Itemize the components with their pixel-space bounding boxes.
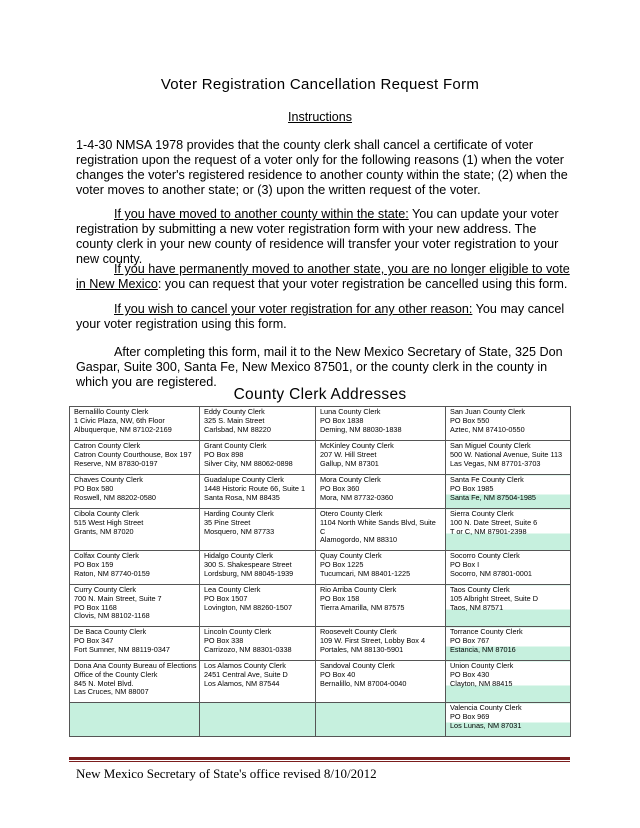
moved-state-body: : you can request that your voter registration be cancelled using this form. xyxy=(157,277,568,291)
moved-county-body: You can update your voter registration by submitting a new voter registration form with your new address. The county clerk in your new county of residence will transfer your voter registration to your new county. xyxy=(76,207,559,266)
clerk-address-line: PO Box 347 xyxy=(74,635,114,645)
clerk-row xyxy=(70,407,571,441)
moved-state-paragraph xyxy=(76,262,570,292)
clerk-row xyxy=(70,509,571,551)
clerk-address-line: Aztec, NM 87410-0550 xyxy=(450,424,525,434)
empty-cell xyxy=(316,703,446,737)
clerk-row xyxy=(70,551,571,585)
clerk-address-line: PO Box 969 xyxy=(450,711,490,721)
clerk-name: Taos County Clerk xyxy=(450,585,510,594)
other-reason-paragraph xyxy=(76,302,570,332)
clerk-address-cell xyxy=(200,627,316,661)
clerk-address-line: PO Box 767 xyxy=(450,635,490,645)
clerk-name: Union County Clerk xyxy=(450,661,514,670)
clerk-address-line: 100 N. Date Street, Suite 6 xyxy=(450,517,538,527)
clerk-name: Chaves County Clerk xyxy=(74,475,143,484)
clerk-address-cell xyxy=(446,407,571,441)
clerk-address-line: Carrizozo, NM 88301-0338 xyxy=(204,644,292,654)
statute-paragraph: 1-4-30 NMSA 1978 provides that the county clerk shall cancel a certificate of voter registration upon the request of a voter only for the following reasons (1) when the voter changes the voter's registered residence to another county within the state; (2) when the voter moves to another state; or (3) upon the written request of the voter. xyxy=(76,138,568,197)
clerk-address-cell xyxy=(446,509,571,551)
clerk-name: Cibola County Clerk xyxy=(74,509,139,518)
clerk-address-line: Los Alamos, NM 87544 xyxy=(204,678,280,688)
clerk-address-cell xyxy=(316,627,446,661)
clerk-address-cell xyxy=(446,551,571,585)
clerk-row xyxy=(70,441,571,475)
clerk-name: Torrance County Clerk xyxy=(450,627,523,636)
clerk-address-line: PO Box 158 xyxy=(320,593,360,603)
clerk-address-line: Gallup, NM 87301 xyxy=(320,458,379,468)
clerk-address-line: PO Box 1225 xyxy=(320,559,364,569)
clerk-row xyxy=(70,661,571,703)
clerk-address-line: 2451 Central Ave, Suite D xyxy=(204,669,288,679)
clerk-name: Socorro County Clerk xyxy=(450,551,520,560)
other-reason-body: You may cancel your voter registration using this form. xyxy=(76,302,565,331)
clerk-row xyxy=(70,627,571,661)
clerk-row xyxy=(70,703,571,737)
clerk-address-cell xyxy=(70,407,200,441)
clerk-address-cell xyxy=(200,407,316,441)
footer-rule xyxy=(69,757,570,760)
clerk-address-line: 300 S. Shakespeare Street xyxy=(204,559,292,569)
clerk-address-cell xyxy=(316,441,446,475)
clerk-name: Mora County Clerk xyxy=(320,475,381,484)
clerk-name: Luna County Clerk xyxy=(320,407,381,416)
clerk-address-line: 1448 Historic Route 66, Suite 1 xyxy=(204,483,305,493)
clerk-row xyxy=(70,475,571,509)
clerk-address-line: Bernalillo, NM 87004-0040 xyxy=(320,678,407,688)
clerk-address-line: Lordsburg, NM 88045-1939 xyxy=(204,568,294,578)
clerk-address-cell xyxy=(316,509,446,551)
clerk-address-cell xyxy=(70,661,200,703)
clerk-address-cell xyxy=(446,703,571,737)
footer-rule-thin xyxy=(69,761,570,762)
clerk-address-line: T or C, NM 87901-2398 xyxy=(450,526,527,536)
clerk-name: Guadalupe County Clerk xyxy=(204,475,284,484)
clerk-address-cell xyxy=(446,475,571,509)
clerk-address-line: Carlsbad, NM 88220 xyxy=(204,424,271,434)
clerk-name: Rio Arriba County Clerk xyxy=(320,585,397,594)
clerk-address-line: PO Box 159 xyxy=(74,559,114,569)
clerk-address-line: Catron County Courthouse, Box 197 xyxy=(74,449,192,459)
clerk-address-cell xyxy=(446,585,571,627)
clerk-address-line: PO Box 360 xyxy=(320,483,360,493)
clerk-address-line: Tierra Amarilla, NM 87575 xyxy=(320,602,405,612)
clerk-address-line: 325 S. Main Street xyxy=(204,415,265,425)
footer-revision: New Mexico Secretary of State's office revised 8/10/2012 xyxy=(76,766,377,781)
county-clerk-table xyxy=(69,406,571,737)
clerk-address-cell xyxy=(316,551,446,585)
clerk-address-cell xyxy=(200,509,316,551)
clerk-address-line: Los Lunas, NM 87031 xyxy=(450,720,522,730)
clerk-name: Colfax County Clerk xyxy=(74,551,139,560)
clerk-name: Grant County Clerk xyxy=(204,441,267,450)
moved-county-paragraph xyxy=(76,207,570,267)
clerk-address-line: Mora, NM 87732-0360 xyxy=(320,492,394,502)
other-reason-lead: If you wish to cancel your voter registration for any other reason: xyxy=(114,302,473,316)
clerk-address-line: Albuquerque, NM 87102-2169 xyxy=(74,424,172,434)
clerk-name: San Juan County Clerk xyxy=(450,407,526,416)
clerk-address-cell xyxy=(316,475,446,509)
clerk-address-line: Mosquero, NM 87733 xyxy=(204,526,275,536)
clerk-name: Santa Fe County Clerk xyxy=(450,475,524,484)
clerk-address-line: Office of the County Clerk xyxy=(74,669,158,679)
clerk-address-cell xyxy=(70,585,200,627)
clerk-address-line: PO Box 1168 xyxy=(74,602,117,612)
clerk-address-line: Las Cruces, NM 88007 xyxy=(74,687,149,697)
clerk-address-line: Grants, NM 87020 xyxy=(74,526,134,536)
clerk-name: Sandoval County Clerk xyxy=(320,661,395,670)
clerk-address-line: 700 N. Main Street, Suite 7 xyxy=(74,593,162,603)
clerk-address-line: 1104 North White Sands Blvd, Suite C xyxy=(320,517,436,536)
clerk-address-line: PO Box 1838 xyxy=(320,415,364,425)
clerk-name: Bernalillo County Clerk xyxy=(74,407,149,416)
clerk-name: McKinley County Clerk xyxy=(320,441,394,450)
clerk-name: Quay County Clerk xyxy=(320,551,382,560)
empty-cell xyxy=(70,703,200,737)
clerk-section-title: County Clerk Addresses xyxy=(233,386,407,403)
clerk-address-line: 500 W. National Avenue, Suite 113 xyxy=(450,449,563,459)
clerk-address-line: PO Box I xyxy=(450,559,480,569)
clerk-address-line: Deming, NM 88030-1838 xyxy=(320,424,402,434)
clerk-address-line: PO Box 338 xyxy=(204,635,244,645)
clerk-name: Dona Ana County Bureau of Elections xyxy=(74,661,197,670)
clerk-address-cell xyxy=(200,585,316,627)
clerk-address-line: 515 West High Street xyxy=(74,517,144,527)
clerk-address-cell xyxy=(70,509,200,551)
clerk-address-cell xyxy=(446,627,571,661)
clerk-address-cell xyxy=(70,475,200,509)
clerk-address-line: Santa Fe, NM 87504-1985 xyxy=(450,492,536,502)
clerk-address-line: Alamogordo, NM 88310 xyxy=(320,535,398,545)
clerk-address-line: Tucumcari, NM 88401-1225 xyxy=(320,568,411,578)
clerk-address-cell xyxy=(200,441,316,475)
clerk-address-line: PO Box 1985 xyxy=(450,483,494,493)
clerk-address-line: Clovis, NM 88102-1168 xyxy=(74,611,150,621)
clerk-address-line: Reserve, NM 87830-0197 xyxy=(74,458,158,468)
clerk-address-line: Roswell, NM 88202-0580 xyxy=(74,492,156,502)
clerk-address-line: Portales, NM 88130-5901 xyxy=(320,644,404,654)
clerk-name: Sierra County Clerk xyxy=(450,509,514,518)
clerk-name: De Baca County Clerk xyxy=(74,627,147,636)
clerk-name: Eddy County Clerk xyxy=(204,407,265,416)
clerk-name: Roosevelt County Clerk xyxy=(320,627,397,636)
clerk-address-line: 35 Pine Street xyxy=(204,517,251,527)
clerk-name: Lincoln County Clerk xyxy=(204,627,272,636)
clerk-address-line: Santa Rosa, NM 88435 xyxy=(204,492,280,502)
clerk-address-cell xyxy=(70,627,200,661)
clerk-address-line: PO Box 1507 xyxy=(204,593,248,603)
clerk-address-cell xyxy=(316,407,446,441)
clerk-address-cell xyxy=(316,661,446,703)
clerk-address-cell xyxy=(446,661,571,703)
clerk-address-cell xyxy=(70,551,200,585)
clerk-name: San Miguel County Clerk xyxy=(450,441,531,450)
clerk-address-line: 845 N. Motel Blvd. xyxy=(74,678,134,688)
clerk-address-line: Las Vegas, NM 87701-3703 xyxy=(450,458,541,468)
clerk-address-line: Raton, NM 87740-0159 xyxy=(74,568,150,578)
clerk-name: Otero County Clerk xyxy=(320,509,383,518)
clerk-address-line: PO Box 550 xyxy=(450,415,490,425)
clerk-address-line: 109 W. First Street, Lobby Box 4 xyxy=(320,635,426,645)
moved-county-lead: If you have moved to another county within the state: xyxy=(114,207,409,221)
form-title: Voter Registration Cancellation Request Form xyxy=(160,76,480,93)
clerk-address-line: Taos, NM 87571 xyxy=(450,602,504,612)
clerk-address-line: Clayton, NM 88415 xyxy=(450,678,513,688)
clerk-address-line: PO Box 898 xyxy=(204,449,244,459)
clerk-address-cell xyxy=(70,441,200,475)
clerk-address-line: PO Box 40 xyxy=(320,669,356,679)
mailing-paragraph xyxy=(76,345,570,390)
clerk-name: Curry County Clerk xyxy=(74,585,137,594)
clerk-address-line: Silver City, NM 88062-0898 xyxy=(204,458,293,468)
clerk-address-cell xyxy=(200,475,316,509)
clerk-address-line: 105 Albright Street, Suite D xyxy=(450,593,539,603)
clerk-address-line: 1 Civic Plaza, NW, 6th Floor xyxy=(74,415,165,425)
empty-cell xyxy=(200,703,316,737)
clerk-address-line: Fort Sumner, NM 88119-0347 xyxy=(74,644,170,654)
clerk-name: Valencia County Clerk xyxy=(450,703,522,712)
moved-state-lead: If you have permanently moved to another state, you are no longer eligible to vote in New Mexico xyxy=(76,262,570,291)
clerk-address-line: PO Box 430 xyxy=(450,669,490,679)
clerk-row xyxy=(70,585,571,627)
clerk-address-cell xyxy=(200,661,316,703)
clerk-address-line: Lovington, NM 88260-1507 xyxy=(204,602,293,612)
clerk-name: Los Alamos County Clerk xyxy=(204,661,286,670)
clerk-name: Lea County Clerk xyxy=(204,585,261,594)
clerk-address-line: Socorro, NM 87801-0001 xyxy=(450,568,532,578)
instructions-heading: Instructions xyxy=(288,110,352,124)
mailing-text: After completing this form, mail it to the New Mexico Secretary of State, 325 Don Gaspar, Suite 300, Santa Fe, New Mexico 87501, or the county clerk in the county in which you are registered. xyxy=(76,345,563,389)
clerk-name: Harding County Clerk xyxy=(204,509,274,518)
clerk-address-cell xyxy=(200,551,316,585)
clerk-address-line: 207 W. Hill Street xyxy=(320,449,377,459)
clerk-address-line: PO Box 580 xyxy=(74,483,114,493)
clerk-name: Catron County Clerk xyxy=(74,441,141,450)
clerk-address-cell xyxy=(446,441,571,475)
clerk-name: Hidalgo County Clerk xyxy=(204,551,273,560)
clerk-address-cell xyxy=(316,585,446,627)
clerk-address-line: Estancia, NM 87016 xyxy=(450,644,516,654)
